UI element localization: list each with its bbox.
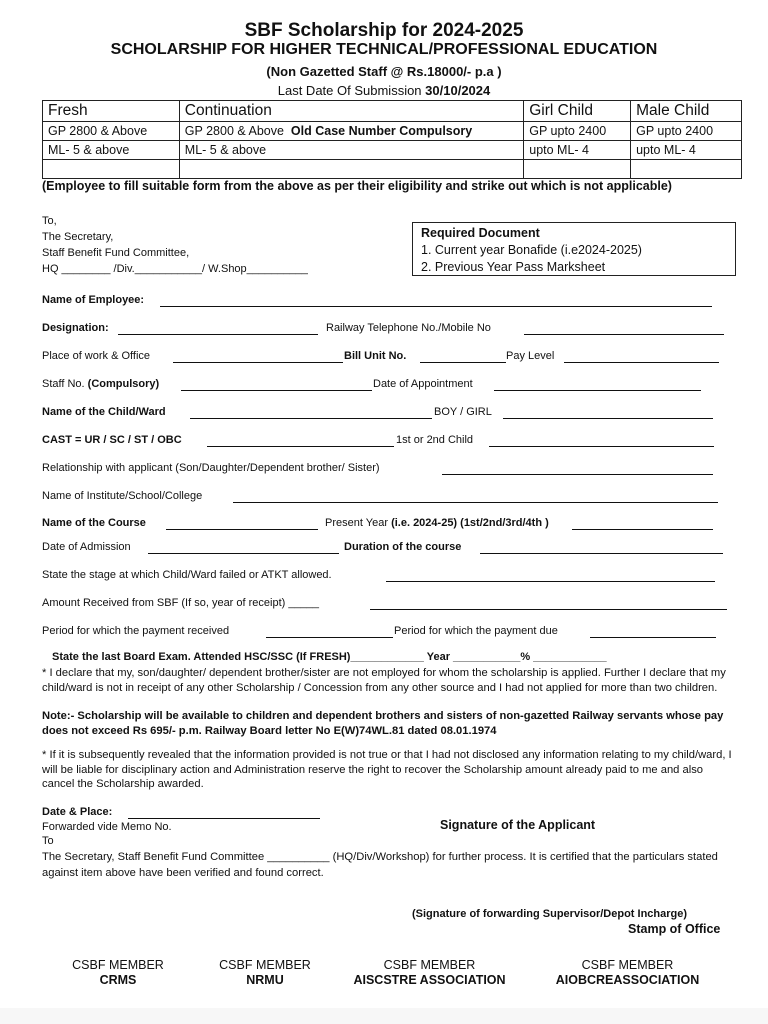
label-amount-received: Amount Received from SBF (If so, year of receipt) _____ xyxy=(42,597,319,609)
label-boy-girl: BOY / GIRL xyxy=(434,406,492,418)
table-cell xyxy=(524,160,631,179)
table-cell: GP upto 2400 xyxy=(631,122,742,141)
label-railway-phone: Railway Telephone No./Mobile No xyxy=(326,322,491,334)
input-date-of-appointment[interactable] xyxy=(494,390,701,391)
table-cell: GP upto 2400 xyxy=(524,122,631,141)
input-place-of-work[interactable] xyxy=(173,362,343,363)
stamp-of-office: Stamp of Office xyxy=(628,922,721,936)
input-relationship[interactable] xyxy=(442,474,713,475)
input-date-of-admission[interactable] xyxy=(148,553,339,554)
member-crms xyxy=(58,958,178,988)
input-institute[interactable] xyxy=(233,502,718,503)
old-case-note: Old Case Number Compulsory xyxy=(290,124,473,138)
form-subtitle: SCHOLARSHIP FOR HIGHER TECHNICAL/PROFESSIONAL EDUCATION xyxy=(110,41,658,58)
input-boy-girl[interactable] xyxy=(503,418,713,419)
member-role: CSBF MEMBER xyxy=(581,958,674,972)
required-document-item: 1. Current year Bonafide (i.e2024-2025) xyxy=(421,243,642,257)
input-amount-received[interactable] xyxy=(370,609,727,610)
table-cell: GP 2800 & Above xyxy=(43,122,180,141)
address-to: To, xyxy=(42,215,57,227)
member-role: CSBF MEMBER xyxy=(72,958,164,972)
label-course: Name of the Course xyxy=(42,517,146,529)
input-date-place[interactable] xyxy=(128,818,320,819)
forwarding-to: To xyxy=(42,835,54,847)
declaration-1: * I declare that my, son/daughter/ dependent brother/sister are not employed for whom the scholarship is applied. Further I declare that my child/ward is not in receipt of any other Scholarship / Concession from any other source and I had not applied for more than two children. xyxy=(42,667,726,694)
eligibility-note: (Non Gazetted Staff @ Rs.18000/- p.a ) xyxy=(266,64,502,79)
label-present-year xyxy=(325,517,549,529)
supervisor-signature: (Signature of forwarding Supervisor/Depot Incharge) xyxy=(412,908,688,920)
table-row xyxy=(43,122,742,141)
label-staff-no xyxy=(42,378,159,390)
staff-no-compulsory: (Compulsory) xyxy=(87,378,160,390)
input-period-due[interactable] xyxy=(590,637,716,638)
label-first-second-child: 1st or 2nd Child xyxy=(396,434,474,446)
member-org: NRMU xyxy=(246,973,284,987)
member-role: CSBF MEMBER xyxy=(219,958,311,972)
input-designation[interactable] xyxy=(118,334,318,335)
last-date xyxy=(0,83,768,98)
table-cell-text: GP 2800 & Above xyxy=(184,124,284,138)
input-staff-no[interactable] xyxy=(181,390,372,391)
input-stage-failed[interactable] xyxy=(386,581,715,582)
forwarded-vide-memo: Forwarded vide Memo No. xyxy=(42,821,172,833)
input-first-second-child[interactable] xyxy=(489,446,714,447)
address-line1: The Secretary, xyxy=(42,231,114,243)
label-pay-level: Pay Level xyxy=(506,350,555,362)
present-year-text: Present Year xyxy=(325,517,392,529)
signature-of-applicant: Signature of the Applicant xyxy=(440,818,596,832)
input-name-of-employee[interactable] xyxy=(160,306,712,307)
label-last-board-exam[interactable]: State the last Board Exam. Attended HSC/SSC (If FRESH)____________ Year ___________% ____________ xyxy=(52,651,607,663)
header-fresh: Fresh xyxy=(43,101,180,122)
address-hq-field[interactable]: HQ ________ /Div.___________/ W.Shop__________ xyxy=(42,263,308,275)
table-cell xyxy=(179,160,523,179)
member-aiobcre xyxy=(545,958,710,988)
required-document-item: 2. Previous Year Pass Marksheet xyxy=(421,260,606,274)
label-duration: Duration of the course xyxy=(344,541,462,553)
label-bill-unit: Bill Unit No. xyxy=(344,350,407,362)
member-org: AISCSTRE ASSOCIATION xyxy=(353,973,506,987)
table-row xyxy=(43,141,742,160)
label-designation: Designation: xyxy=(42,322,109,334)
last-date-label: Last Date Of Submission xyxy=(277,83,422,98)
header-male-child: Male Child xyxy=(631,101,742,122)
table-cell: upto ML- 4 xyxy=(524,141,631,160)
category-table xyxy=(42,100,742,179)
input-railway-phone[interactable] xyxy=(524,334,724,335)
label-period-due: Period for which the payment due xyxy=(394,625,558,637)
label-date-place: Date & Place: xyxy=(42,806,113,818)
form-title: SBF Scholarship for 2024-2025 xyxy=(244,20,524,41)
declaration-2: * If it is subsequently revealed that the information provided is not true or that I had not disclosed any information relating to my child/ward, I will be liable for disciplinary action and Administration reserve the right to recover the Scholarship amount already paid to me and also cancel the Scholarship awarded. xyxy=(42,749,732,790)
label-name-of-employee: Name of Employee: xyxy=(42,294,145,306)
required-documents-title: Required Document xyxy=(421,226,540,240)
input-course[interactable] xyxy=(166,529,318,530)
member-org: CRMS xyxy=(99,973,137,987)
table-cell xyxy=(631,160,742,179)
label-cast: CAST = UR / SC / ST / OBC xyxy=(42,434,182,446)
member-role: CSBF MEMBER xyxy=(383,958,476,972)
label-stage-failed: State the stage at which Child/Ward failed or ATKT allowed. xyxy=(42,569,332,581)
member-org: AIOBCREASSOCIATION xyxy=(555,973,700,987)
input-duration[interactable] xyxy=(480,553,723,554)
input-period-received[interactable] xyxy=(266,637,393,638)
present-year-hint: (i.e. 2024-25) (1st/2nd/3rd/4th ) xyxy=(391,517,549,529)
member-aiscstre xyxy=(342,958,517,988)
table-row xyxy=(43,160,742,179)
table-cell: ML- 5 & above xyxy=(43,141,180,160)
header-continuation: Continuation xyxy=(179,101,523,122)
header-girl-child: Girl Child xyxy=(524,101,631,122)
input-name-of-child[interactable] xyxy=(190,418,432,419)
input-bill-unit[interactable] xyxy=(420,362,506,363)
member-nrmu xyxy=(205,958,325,988)
table-cell xyxy=(43,160,180,179)
input-pay-level[interactable] xyxy=(564,362,719,363)
input-cast[interactable] xyxy=(207,446,394,447)
label-relationship: Relationship with applicant (Son/Daughter/Dependent brother/ Sister) xyxy=(42,462,380,474)
instruction-text: (Employee to fill suitable form from the above as per their eligibility and strike out which is not applicable) xyxy=(42,179,672,193)
page-edge-shadow xyxy=(0,1008,768,1024)
last-date-value: 30/10/2024 xyxy=(425,83,491,98)
label-name-of-child: Name of the Child/Ward xyxy=(42,406,166,418)
input-present-year[interactable] xyxy=(572,529,713,530)
required-documents-box xyxy=(412,222,736,276)
table-cell: ML- 5 & above xyxy=(179,141,523,160)
scholarship-note: Note:- Scholarship will be available to children and dependent brothers and sisters of non-gazetted Railway servants whose pay does not exceed Rs 695/- p.m. Railway Board letter No E(W)74WL.81 dated 08.01.1974 xyxy=(42,710,724,737)
label-institute: Name of Institute/School/College xyxy=(42,490,203,502)
table-header-row xyxy=(43,101,742,122)
table-cell: upto ML- 4 xyxy=(631,141,742,160)
label-date-of-appointment: Date of Appointment xyxy=(373,378,473,390)
forwarding-text: The Secretary, Staff Benefit Fund Committee __________ (HQ/Div/Workshop) for further process. It is certified that the particulars stated against item above have been verified and found correct. xyxy=(42,851,718,879)
staff-no-text: Staff No. xyxy=(42,378,88,390)
label-place-of-work: Place of work & Office xyxy=(42,350,151,362)
address-line2: Staff Benefit Fund Committee, xyxy=(42,247,190,259)
label-period-received: Period for which the payment received xyxy=(42,625,230,637)
label-date-of-admission: Date of Admission xyxy=(42,541,131,553)
table-cell xyxy=(179,122,523,141)
